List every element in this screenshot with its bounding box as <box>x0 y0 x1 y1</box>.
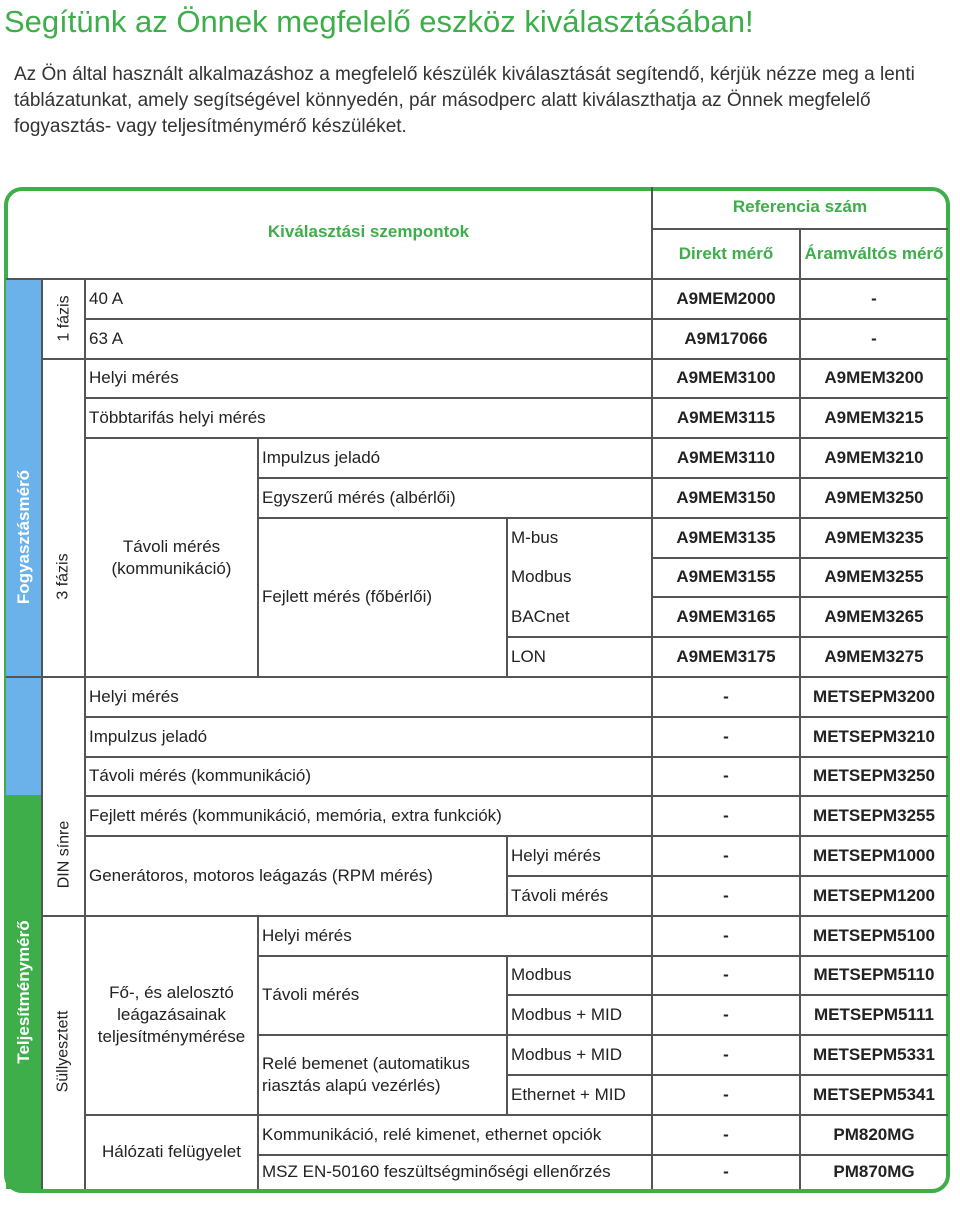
row-multitariff: Többtarifás helyi mérés <box>89 408 266 428</box>
ref-ct: METSEPM5100 <box>813 925 935 945</box>
ref-ct: A9MEM3210 <box>824 448 924 468</box>
row-din-pulse: Impulzus jeladó <box>89 726 208 746</box>
ref-ct: METSEPM3255 <box>813 806 935 826</box>
ref-ct: METSEPM5331 <box>813 1045 935 1065</box>
row-pulse: Impulzus jeladó <box>262 448 381 468</box>
row-remote-comm: Távoli mérés (kommunikáció) <box>111 536 232 578</box>
ref-direct: A9MEM3165 <box>676 607 776 627</box>
row-local: Helyi mérés <box>89 368 179 388</box>
ref-ct: METSEPM3250 <box>813 766 935 786</box>
row-40a: 40 A <box>89 288 124 308</box>
row-modbus: Modbus <box>511 567 572 587</box>
row-mb-modbus-mid: Modbus + MID <box>511 1005 623 1025</box>
row-net-comm: Kommunikáció, relé kimenet, ethernet opciók <box>262 1124 602 1144</box>
table-rule <box>6 676 948 678</box>
row-63a: 63 A <box>89 328 124 348</box>
row-bacnet: BACnet <box>511 607 570 627</box>
ref-ct: PM870MG <box>833 1161 915 1181</box>
header-ct: Áramváltós mérő <box>804 244 944 263</box>
ref-direct: - <box>723 766 729 786</box>
ref-ct: A9MEM3250 <box>824 487 924 507</box>
table-rule <box>507 1074 948 1076</box>
row-mb-ethernet-mid: Ethernet + MID <box>511 1084 626 1104</box>
ref-direct: - <box>723 1084 729 1104</box>
section-power: Teljesítménymérő <box>14 920 33 1064</box>
ref-ct: A9MEM3265 <box>824 607 924 627</box>
group-3-phase: 3 fázis <box>54 553 72 600</box>
ref-ct: A9MEM3275 <box>824 647 924 667</box>
ref-ct: METSEPM3210 <box>813 726 935 746</box>
ref-direct: - <box>723 726 729 746</box>
ref-ct: METSEPM3200 <box>813 686 935 706</box>
ref-ct: METSEPM5111 <box>813 1005 934 1025</box>
ref-ct: METSEPM5110 <box>813 965 935 985</box>
ref-direct: A9M17066 <box>684 328 768 348</box>
table-rule <box>6 278 948 280</box>
ref-direct: - <box>723 1005 729 1025</box>
group-1-phase: 1 fázis <box>54 295 72 342</box>
row-simple: Egyszerű mérés (albérlői) <box>262 487 456 507</box>
table-rule <box>257 438 259 677</box>
table-rule <box>257 916 259 1189</box>
table-rule <box>506 518 508 677</box>
ref-direct: - <box>723 925 729 945</box>
table-rule <box>85 795 948 797</box>
ref-direct: - <box>723 686 729 706</box>
table-rule <box>85 437 948 439</box>
ref-ct: A9MEM3235 <box>824 527 924 547</box>
table-rule <box>258 517 948 519</box>
ref-direct: - <box>723 846 729 866</box>
ref-ct: - <box>871 328 877 348</box>
table-rule <box>85 835 948 837</box>
section-consumption: Fogyasztásmérő <box>14 469 34 605</box>
ref-direct: - <box>723 885 729 905</box>
table-rule <box>507 875 948 877</box>
row-gen-local: Helyi mérés <box>511 846 601 866</box>
table-rule <box>41 279 43 1189</box>
table-rule <box>651 187 653 1189</box>
table-rule <box>85 318 948 320</box>
ref-ct: PM820MG <box>833 1124 915 1144</box>
row-din-remote: Távoli mérés (kommunikáció) <box>89 766 311 786</box>
row-din-local: Helyi mérés <box>89 686 179 706</box>
header-reference: Referencia szám <box>732 197 868 216</box>
page-title: Segítünk az Önnek megfelelő eszköz kiválasztásában! <box>4 4 754 39</box>
row-lon: LON <box>511 647 546 667</box>
row-gen-remote: Távoli mérés <box>511 885 609 905</box>
ref-direct: A9MEM3100 <box>676 368 776 388</box>
table-rule <box>258 1154 948 1156</box>
ref-ct: METSEPM1000 <box>813 846 935 866</box>
row-mb-modbus-mid-2: Modbus + MID <box>511 1045 623 1065</box>
ref-direct: A9MEM3110 <box>676 448 776 468</box>
group-din: DIN sínre <box>54 821 72 889</box>
ref-direct: - <box>723 1124 729 1144</box>
row-mbus: M-bus <box>511 527 559 547</box>
table-rule <box>85 397 948 399</box>
ref-ct: METSEPM5341 <box>813 1084 935 1104</box>
ref-direct: A9MEM3135 <box>676 527 776 547</box>
ref-direct: - <box>723 1045 729 1065</box>
table-rule <box>85 1114 948 1116</box>
row-din-advanced: Fejlett mérés (kommunikáció, memória, extra funkciók) <box>89 806 502 826</box>
group-flush: Süllyesztett <box>54 1010 72 1093</box>
selection-table <box>0 185 960 1210</box>
table-rule <box>507 636 948 638</box>
row-mb-modbus: Modbus <box>511 965 572 985</box>
ref-ct: METSEPM1200 <box>813 885 935 905</box>
table-rule <box>799 229 801 1189</box>
table-rule <box>42 358 948 360</box>
ref-ct: - <box>871 288 877 308</box>
table-rule <box>85 756 948 758</box>
ref-ct: A9MEM3215 <box>824 408 924 428</box>
ref-direct: - <box>723 965 729 985</box>
row-generator: Generátoros, motoros leágazás (RPM mérés) <box>89 865 433 885</box>
table-rule <box>84 279 86 1189</box>
row-mb-local: Helyi mérés <box>262 925 352 945</box>
ref-direct: - <box>723 806 729 826</box>
table-rule <box>85 716 948 718</box>
row-main-branch: Fő-, és alelosztó leágazásainak teljesítménymérése <box>97 983 246 1047</box>
header-direct: Direkt mérő <box>678 244 774 263</box>
table-rule <box>42 915 948 917</box>
ref-direct: A9MEM2000 <box>676 288 776 308</box>
table-rule <box>258 1034 948 1036</box>
row-mb-remote: Távoli mérés <box>262 985 360 1005</box>
intro-text: Az Ön által használt alkalmazáshoz a megfelelő készülék kiválasztását segítendő, kérjük nézze meg a lenti táblázatunkat, amely segítségével könnyedén, pár másodperc alatt kiválaszthatja az Önnek megfelelő fogyasztás- vagy teljesítménymérő készüléket. <box>14 64 915 137</box>
table-rule <box>258 477 948 479</box>
ref-ct: A9MEM3200 <box>824 368 924 388</box>
ref-direct: A9MEM3175 <box>676 647 776 667</box>
ref-direct: A9MEM3150 <box>676 487 776 507</box>
ref-direct: - <box>723 1161 729 1181</box>
ref-direct: A9MEM3115 <box>676 408 776 428</box>
ref-ct: A9MEM3255 <box>824 567 924 587</box>
row-mb-relay: Relé bemenet (automatikus riasztás alapú vezérlés) <box>262 1053 470 1095</box>
row-network: Hálózati felügyelet <box>102 1141 241 1161</box>
row-net-msz: MSZ EN-50160 feszültségminőségi ellenőrzés <box>262 1161 611 1181</box>
row-advanced: Fejlett mérés (főbérlői) <box>262 587 433 607</box>
table-rule <box>258 955 948 957</box>
ref-direct: A9MEM3155 <box>676 567 776 587</box>
table-rule <box>507 994 948 996</box>
header-criteria: Kiválasztási szempontok <box>267 222 470 241</box>
